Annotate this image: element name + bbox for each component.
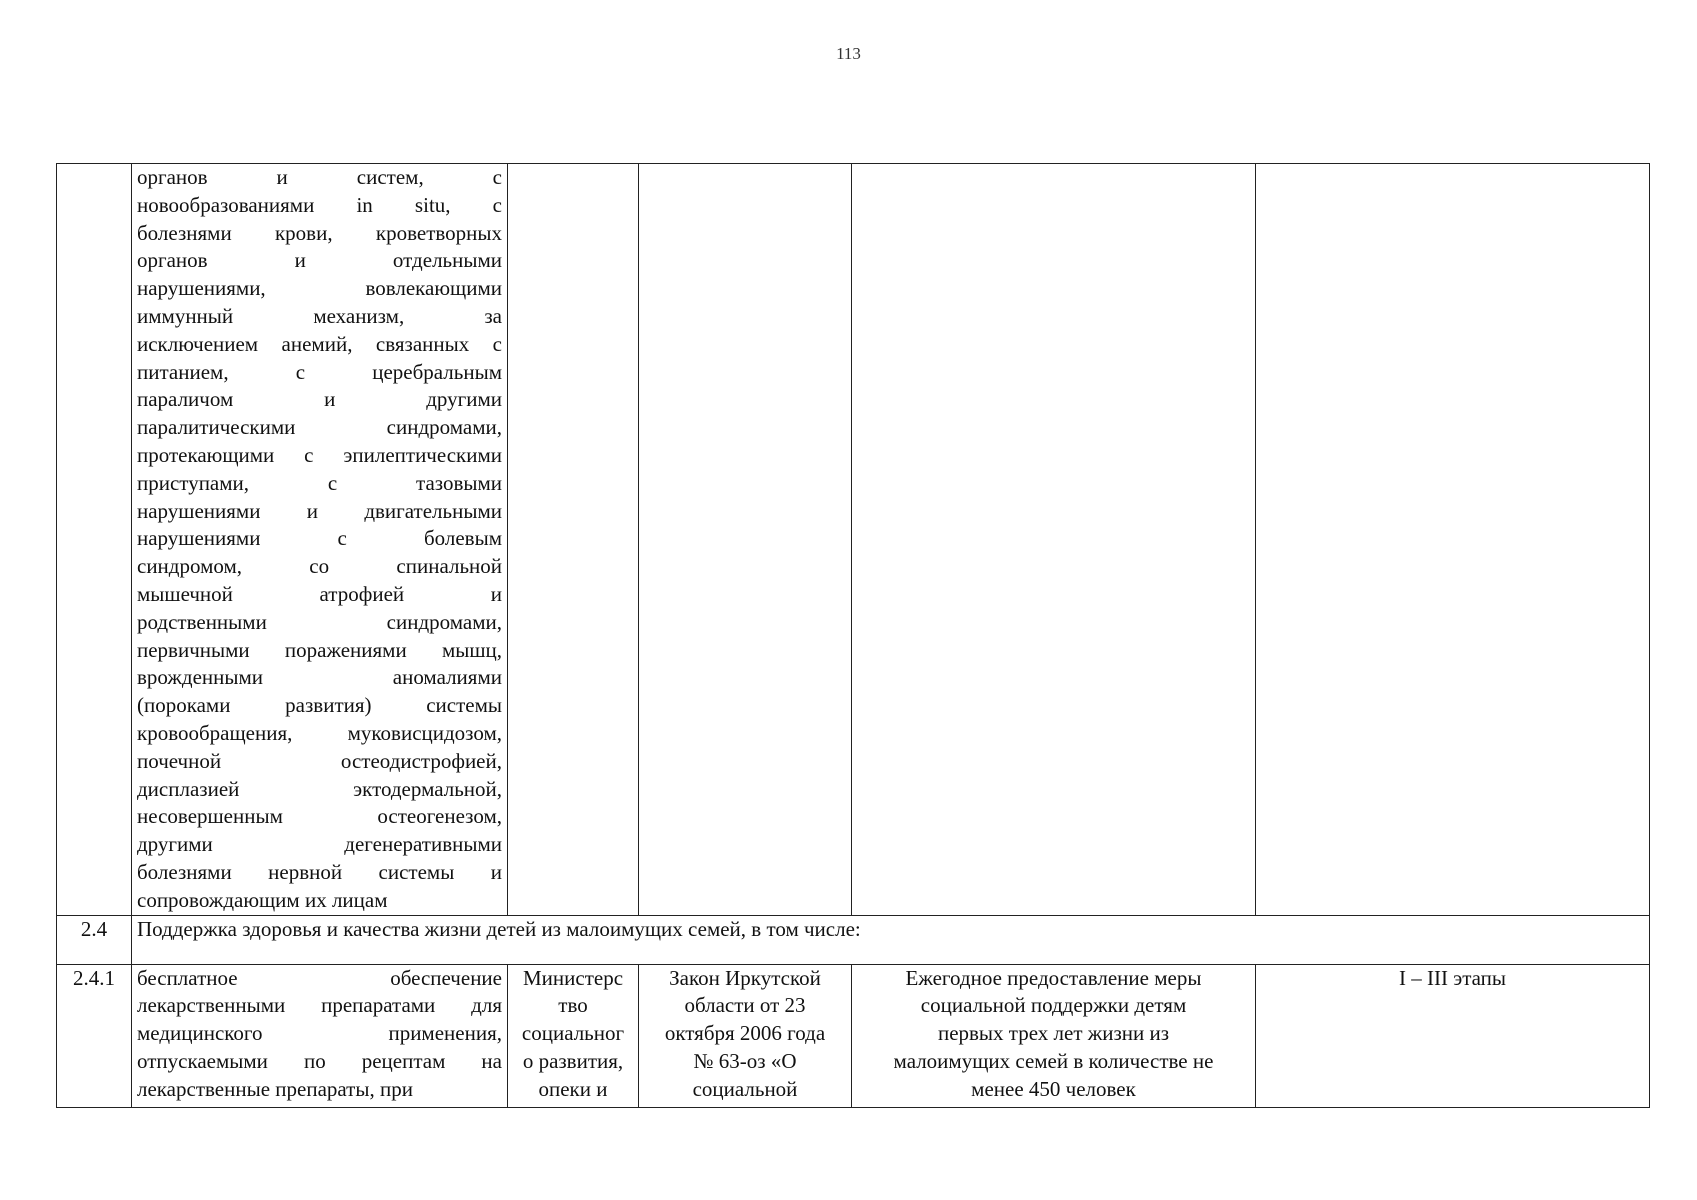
item-description-line: отпускаемыми по рецептам на <box>137 1048 502 1073</box>
section-number: 2.4 <box>57 915 132 964</box>
item-result-line: малоимущих семей в количестве не <box>893 1048 1214 1073</box>
item-description-text <box>137 965 502 1104</box>
item-basis-line: № 63-оз «О <box>693 1048 797 1073</box>
description-line: дисплазией эктодермальной, <box>137 776 502 801</box>
table-row-continuation <box>57 164 1650 916</box>
item-result-line: социальной поддержки детям <box>920 993 1187 1018</box>
description-line: несовершенным остеогенезом, <box>137 804 502 829</box>
item-executor <box>508 964 639 1107</box>
description-line: болезнями крови, кроветворных <box>137 220 502 245</box>
description-line: врожденными аномалиями <box>137 665 502 690</box>
description-line: приступами, с тазовыми <box>137 470 502 495</box>
description-line: сопровождающим их лицам <box>137 887 388 912</box>
item-basis-line: Закон Иркутской <box>669 965 821 990</box>
item-result-line: первых трех лет жизни из <box>937 1021 1170 1046</box>
description-line: питанием, с церебральным <box>137 359 502 384</box>
item-description-line: медицинского применения, <box>137 1021 502 1046</box>
basis-cell <box>639 164 852 916</box>
item-result-text <box>857 965 1250 1104</box>
table-row-item <box>57 964 1650 1107</box>
description-line: нарушениями с болевым <box>137 526 502 551</box>
description-line: первичными поражениями мышц, <box>137 637 502 662</box>
item-executor-line: Министерс <box>522 965 624 990</box>
description-line: паралитическими синдромами, <box>137 415 502 440</box>
description-line: нарушениями и двигательными <box>137 498 502 523</box>
item-result <box>852 964 1256 1107</box>
description-line: протекающими с эпилептическими <box>137 442 502 467</box>
description-line: органов и систем, с <box>137 165 502 189</box>
item-executor-text <box>513 965 633 1104</box>
item-result-line: менее 450 человек <box>971 1076 1136 1101</box>
item-description-line: лекарственные препараты, при <box>137 1076 413 1101</box>
table-row-section <box>57 915 1650 964</box>
item-executor-line: социальног <box>521 1021 625 1046</box>
description-line: иммунный механизм, за <box>137 303 502 328</box>
result-cell <box>852 164 1256 916</box>
description-line: параличом и другими <box>137 387 502 412</box>
item-basis-text <box>644 965 846 1104</box>
description-line: новообразованиями in situ, с <box>137 192 502 217</box>
description-line: синдромом, со спинальной <box>137 554 502 579</box>
description-cell <box>132 164 508 916</box>
description-line: органов и отдельными <box>137 248 502 273</box>
description-line: почечной остеодистрофией, <box>137 748 502 773</box>
item-executor-line: опеки и <box>538 1076 608 1101</box>
item-executor-line: о развития, <box>522 1048 624 1073</box>
item-number: 2.4.1 <box>57 964 132 1107</box>
description-line: мышечной атрофией и <box>137 581 502 606</box>
item-basis-line: социальной <box>692 1076 798 1101</box>
item-basis-line: области от 23 <box>684 993 806 1018</box>
description-line: (пороками развития) системы <box>137 693 502 718</box>
item-description-line: бесплатное обеспечение <box>137 965 502 990</box>
description-line: другими дегенеративными <box>137 832 502 857</box>
description-line: нарушениями, вовлекающими <box>137 276 502 301</box>
executor-cell <box>508 164 639 916</box>
page-number: 113 <box>836 44 861 63</box>
number-cell <box>57 164 132 916</box>
item-stages: I – III этапы <box>1256 964 1650 1107</box>
item-result-line: Ежегодное предоставление меры <box>905 965 1202 990</box>
item-description-line: лекарственными препаратами для <box>137 993 502 1018</box>
description-text <box>137 164 502 915</box>
item-executor-line: тво <box>558 993 588 1018</box>
stages-cell <box>1256 164 1650 916</box>
description-line: болезнями нервной системы и <box>137 859 502 884</box>
section-title: Поддержка здоровья и качества жизни детей из малоимущих семей, в том числе: <box>132 915 1650 964</box>
item-basis-line: октября 2006 года <box>664 1021 826 1046</box>
activity-table <box>56 163 1650 1108</box>
description-line: исключением анемий, связанных с <box>137 331 502 356</box>
description-line: родственными синдромами, <box>137 609 502 634</box>
description-line: кровообращения, муковисцидозом, <box>137 720 502 745</box>
item-description <box>132 964 508 1107</box>
item-basis <box>639 964 852 1107</box>
